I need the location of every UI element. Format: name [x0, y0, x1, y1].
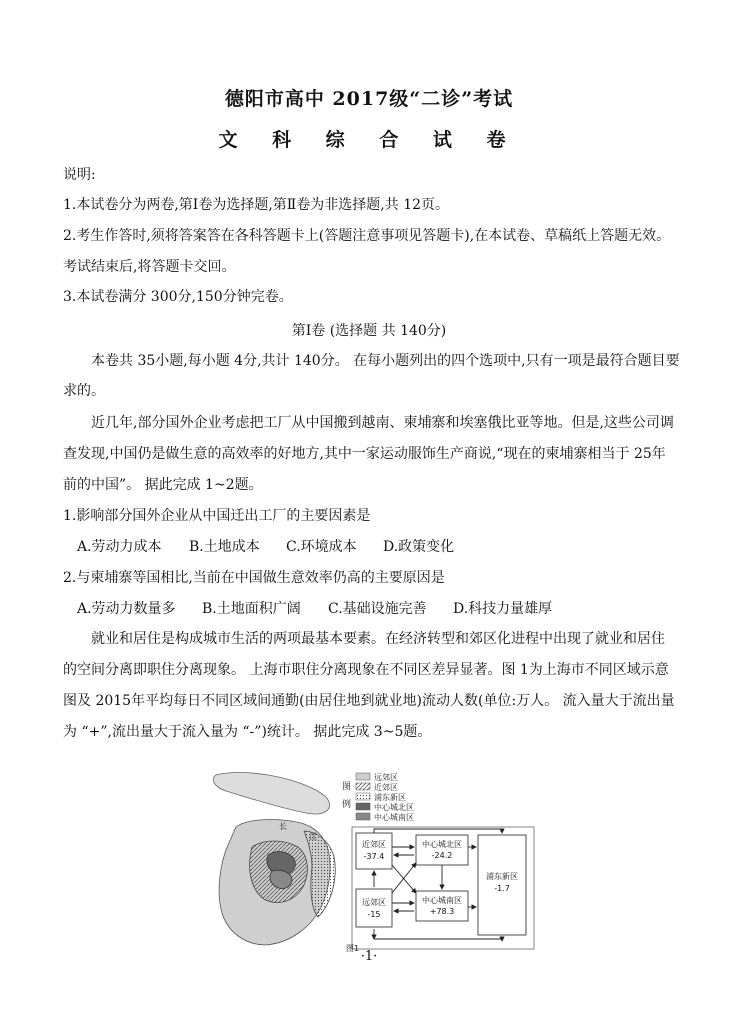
question-stem: 1.影响部分国外企业从中国迁出工厂的主要因素是: [63, 508, 371, 524]
box-near-suburb-value: -37.4: [363, 852, 385, 861]
box-center-north-name: 中心城北区: [422, 840, 462, 849]
section-heading: 第Ⅰ卷 (选择题 共 140分): [291, 323, 447, 339]
question-option: C.环境成本: [286, 539, 357, 555]
question-stem: 2.与柬埔寨等国相比,当前在中国做生意效率仍高的主要原因是: [63, 570, 445, 586]
question-option: D.政策变化: [383, 539, 455, 555]
instruction-item: 考试结束后,将答题卡交回。: [63, 259, 236, 275]
legend-swatch-pudong: [356, 793, 370, 800]
box-center-north-value: -24.2: [431, 851, 453, 860]
section-intro: 本卷共 35小题,每小题 4分,共计 140分。 在每小题列出的四个选项中,只有一项是最符合题目要: [91, 353, 680, 369]
section-intro: 求的。: [63, 383, 105, 399]
passage-line: 查发现,中国仍是做生意的高效率的好地方,其中一家运动服饰生产商说,“现在的柬埔寨相当于 25年: [63, 446, 666, 462]
legend-swatch-center-north: [356, 803, 370, 810]
passage-line: 为 “+”,流出量大于流入量为 “-”)统计。 据此完成 3~5题。: [63, 724, 432, 740]
legend-title-char: 例: [342, 800, 352, 810]
box-near-suburb-name: 近郊区: [362, 840, 386, 849]
flow-arrow-top: [374, 829, 502, 833]
box-pudong-value: -1.7: [494, 884, 510, 893]
legend-label: 远郊区: [374, 773, 398, 782]
legend-label: 中心城北区: [374, 803, 414, 812]
legend-swatch-center-south: [356, 813, 370, 820]
instruction-item: 3.本试卷满分 300分,150分钟完卷。: [63, 289, 293, 305]
map-label-chang: 长: [279, 822, 287, 831]
legend: [356, 772, 414, 822]
box-center-south-value: +78.3: [429, 907, 455, 916]
legend-swatch-near-suburb: [356, 783, 370, 790]
passage-line: 前的中国”。 据此完成 1~2题。: [63, 477, 263, 493]
passage-line: 就业和居住是构成城市生活的两项最基本要素。在经济转型和郊区化进程中出现了就业和居住: [91, 631, 665, 647]
figure-1: [206, 767, 536, 953]
page-number: ·1·: [360, 949, 378, 964]
island-shape: [213, 772, 329, 814]
instructions-heading: 说明:: [63, 167, 96, 183]
question-option: C.基础设施完善: [328, 601, 427, 617]
legend-label: 中心城南区: [374, 813, 414, 822]
instruction-item: 1.本试卷分为两卷,第Ⅰ卷为选择题,第Ⅱ卷为非选择题,共 12页。: [63, 197, 450, 213]
box-far-suburb-value: -15: [367, 910, 381, 919]
box-pudong-name: 浦东新区: [486, 872, 518, 881]
legend-label: 近郊区: [374, 783, 398, 792]
legend-title-char: 图: [342, 782, 352, 792]
passage-line: 图及 2015年平均每日不同区域间通勤(由居住地到就业地)流动人数(单位:万人。 流入量大于流出量: [63, 693, 675, 709]
question-option: A.劳动力数量多: [77, 601, 176, 617]
box-near-suburb: [356, 833, 392, 869]
passage-line: 近几年,部分国外企业考虑把工厂从中国搬到越南、柬埔寨和埃塞俄比亚等地。但是,这些公司调: [91, 415, 674, 431]
legend-label: 浦东新区: [374, 793, 406, 802]
figure-caption: 图1: [346, 944, 360, 953]
box-far-suburb: [356, 889, 392, 927]
passage-line: 的空间分离即职住分离现象。 上海市职住分离现象在不同区差异显著。图 1为上海市不同区域示意: [63, 662, 669, 678]
map-label-jiang: 江: [309, 832, 317, 841]
question-option: B.土地成本: [189, 539, 260, 555]
exam-subtitle: 文 科 综 合 试 卷: [218, 129, 520, 151]
legend-swatch-far-suburb: [356, 773, 370, 780]
exam-title: 德阳市高中 2017级“二诊”考试: [224, 88, 514, 110]
box-far-suburb-name: 远郊区: [362, 898, 386, 907]
box-center-south-name: 中心城南区: [422, 896, 462, 905]
question-option: D.科技力量雄厚: [453, 601, 553, 617]
instruction-item: 2.考生作答时,须将答案答在各科答题卡上(答题注意事项见答题卡),在本试卷、草稿纸上答题无效。: [63, 228, 671, 244]
question-option: B.土地面积广阔: [202, 601, 301, 617]
question-option: A.劳动力成本: [77, 539, 162, 555]
